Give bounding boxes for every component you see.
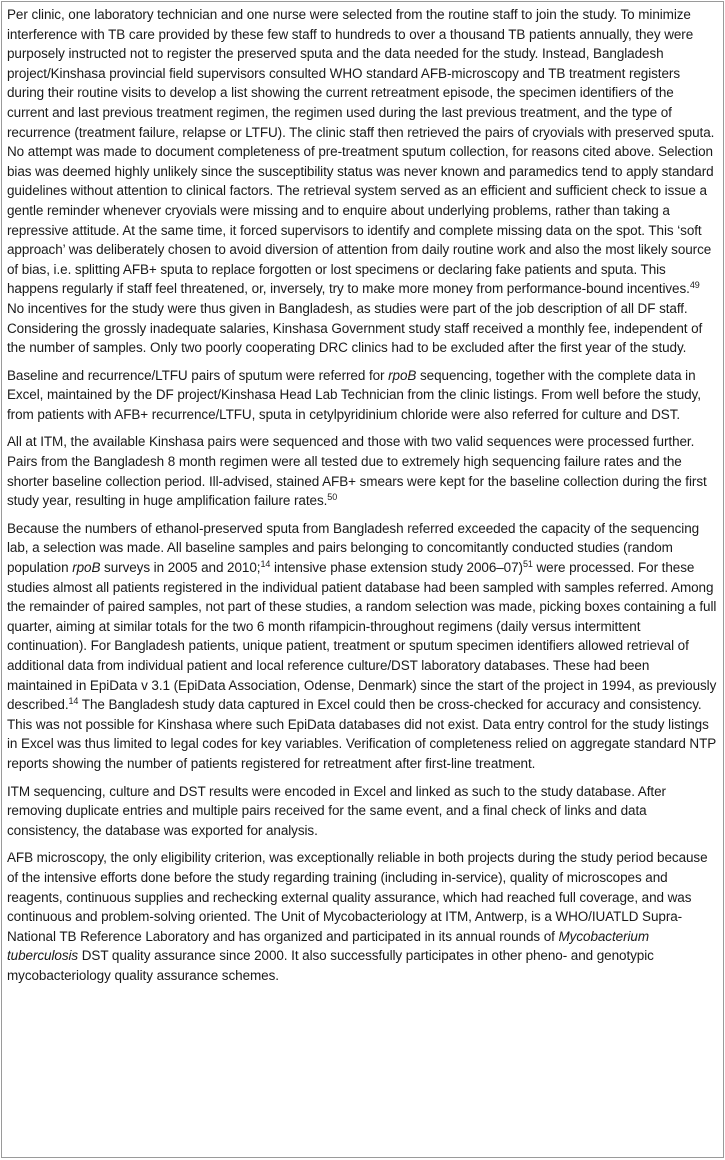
citation-14: 14 [68, 696, 79, 707]
text-segment: surveys in 2005 and 2010; [100, 560, 261, 576]
document-page [1, 1, 724, 1158]
citation-49: 49 [689, 280, 700, 291]
species-name-italic: Mycobacterium tuberculosis [7, 928, 650, 964]
text-segment: The Bangladesh study data captured in Excel could then be cross-checked for accuracy and consistency. This was not possible for Kinshasa where such EpiData databases did not exist. Data entry control for the study listings in Excel was thus limited to legal codes for key variables. Verification of completeness relied on aggregate standard NTP reports showing the number of patients registered for retreatment after first-line treatment. [7, 697, 716, 771]
text-segment: AFB microscopy, the only eligibility criterion, was exceptionally reliable in both projects during the study period because of the intensive efforts done before the study regarding training (including in-service), quality of microscopes and reagents, continuous supplies and rechecking external quality assurance, which had reached full coverage, and was continuous and problem-solving oriented. The Unit of Mycobacteriology at ITM, Antwerp, is a WHO/IUATLD Supra-National TB Reference Laboratory and has organized and participated in its annual rounds of [7, 850, 708, 944]
paragraph-sequencing-referral [7, 366, 718, 425]
gene-name-italic: rpoB [72, 560, 101, 576]
text-segment: intensive phase extension study 2006–07) [270, 560, 523, 576]
citation-50: 50 [327, 492, 338, 503]
text-segment: sequencing, together with the complete data in Excel, maintained by the DF project/Kinshasa Head Lab Technician from the clinic listings. From well before the study, from patients with AFB+ recurrence/LTFU, sputa in cetylpyridinium chloride were also referred for culture and DST. [7, 367, 701, 422]
text-segment: Because the numbers of ethanol-preserved sputa from Bangladesh referred exceeded the capacity of the sequencing lab, a selection was made. All baseline samples and pairs belonging to concomitantly conducted studies (random population [7, 520, 700, 576]
text-segment: Per clinic, one laboratory technician and one nurse were selected from the routine staff to join the study. To minimize interference with TB care provided by these few staff to hundreds to over a thousand TB patients annually, they were purposely instructed not to register the preserved sputa and the data needed for the study. Instead, Bangladesh project/Kinshasa provincial field supervisors consulted WHO standard AFB-microscopy and TB treatment registers during their routine visits to develop a list showing the current retreatment episode, the specimen identifiers of the current and last previous treatment regimen, the regimen used during the last previous treatment, and the type of recurrence (treatment failure, relapse or LTFU). The clinic staff then retrieved the pairs of cryovials with preserved sputa. No attempt was made to document completeness of pre-treatment sputum collection, for reasons cited above. Selection bias was deemed highly unlikely since the susceptibility status was never known and paramedics tend to apply standard guidelines without attention to clinical factors. The retrieval system served as an efficient and sufficient check to issue a gentle reminder whenever cryovials were missing and to enquire about underlying problems, rather than taking a repressive attitude. At the same time, it forced supervisors to identify and complete missing data on the spot. This ‘soft approach’ was deliberately chosen to avoid diversion of attention from daily routine work and also the most likely source of bias, i.e. splitting AFB+ sputa to replace forgotten or lost specimens or declaring fake patients and sputa. This happens regularly if staff feel threatened, or, inversely, try to make more money from performance-bound incentives. [7, 7, 715, 297]
text-segment: All at ITM, the available Kinshasa pairs were sequenced and those with two valid sequences were processed further. Pairs from the Bangladesh 8 month regimen were all tested due to extremely high sequencing failure rates and the shorter baseline collection period. Ill-advised, stained AFB+ smears were kept for the baseline collection during the first study year, resulting in huge amplification failure rates. [7, 434, 707, 509]
paragraph-itm-processing [7, 432, 718, 510]
text-segment: were processed. For these studies almost all patients registered in the individual patient database had been sampled with samples referred. Among the remainder of paired samples, not part of these studies, a random selection was made, picking boxes containing a full quarter, aiming at similar totals for the two 6 month rifampicin-throughout regimens (daily versus intermittent continuation). For Bangladesh patients, unique patient, treatment or sputum specimen identifiers allowed retrieval of additional data from individual patient and local reference culture/DST laboratory databases. These had been maintained in EpiData v 3.1 (EpiData Association, Odense, Denmark) since the start of the project in 1994, as previously described. [7, 560, 717, 713]
paragraph-sample-selection [7, 519, 718, 774]
text-segment: DST quality assurance since 2000. It also successfully participates in other pheno- and genotypic mycobacteriology quality assurance schemes. [7, 948, 654, 983]
text-segment: Baseline and recurrence/LTFU pairs of sputum were referred for [7, 367, 389, 383]
paragraph-data-encoding [7, 782, 718, 841]
text-segment: ITM sequencing, culture and DST results were encoded in Excel and linked as such to the study database. After removing duplicate entries and multiple pairs received for the same event, and a final check of links and data consistency, the database was exported for analysis. [7, 783, 666, 838]
gene-name-italic: rpoB [388, 367, 417, 383]
paragraph-quality-assurance [7, 848, 718, 985]
text-segment: No incentives for the study were thus given in Bangladesh, as studies were part of the job description of all DF staff. Considering the grossly inadequate salaries, Kinshasa Government study staff received a monthly fee, independent of the number of samples. Only two poorly cooperating DRC clinics had to be excluded after the first year of the study. [7, 300, 703, 356]
citation-51: 51 [522, 559, 533, 570]
paragraph-study-staff-procedure [7, 5, 718, 358]
citation-14: 14 [260, 559, 271, 570]
